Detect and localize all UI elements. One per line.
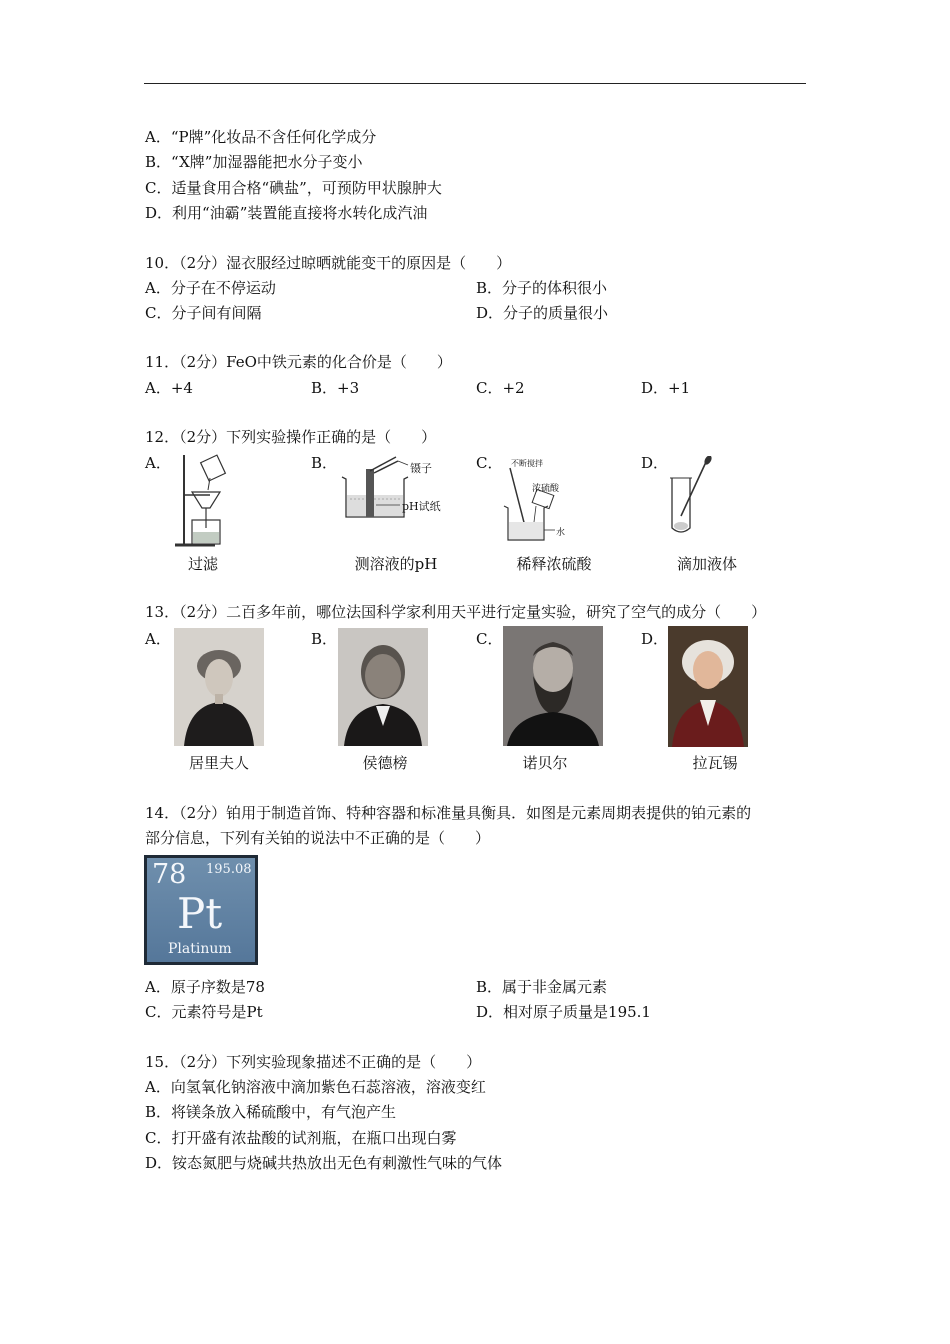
q13-caption-b: 侯德榜 — [362, 754, 408, 772]
q15-option-b[interactable]: B．将镁条放入稀硫酸中，有气泡产生 — [145, 1103, 397, 1121]
q12-caption-c: 稀释浓硫酸 — [516, 555, 592, 573]
q12-option-a[interactable]: A． — [145, 454, 171, 472]
element-atomic-mass: 195.08 — [206, 862, 252, 877]
q15-stem: 15．（2分）下列实验现象描述不正确的是（ ） — [145, 1053, 482, 1071]
header-rule — [144, 83, 806, 84]
hou-debang-portrait — [338, 628, 428, 746]
q12-figc-label-stir: 不断搅拌 — [511, 459, 543, 468]
q12-option-b[interactable]: B． — [311, 454, 338, 472]
q9-option-a[interactable]: A．“P牌”化妆品不含任何化学成分 — [145, 128, 377, 146]
q11-option-b[interactable]: B．+3 — [311, 379, 360, 397]
q15-option-c[interactable]: C．打开盛有浓盐酸的试剂瓶，在瓶口出现白雾 — [145, 1129, 457, 1147]
q12-stem: 12．（2分）下列实验操作正确的是（ ） — [145, 428, 437, 446]
q14-stem-line2: 部分信息，下列有关铂的说法中不正确的是（ ） — [145, 829, 491, 847]
q9-option-d[interactable]: D．利用“油霸”装置能直接将水转化成汽油 — [145, 204, 428, 222]
q13-option-a[interactable]: A． — [145, 630, 171, 648]
q11-option-c[interactable]: C．+2 — [476, 379, 525, 397]
q15-option-a[interactable]: A．向氢氧化钠溶液中滴加紫色石蕊溶液，溶液变红 — [145, 1078, 486, 1096]
curie-portrait — [174, 628, 264, 746]
filtration-figure — [170, 450, 240, 550]
q10-stem: 10．（2分）湿衣服经过晾晒就能变干的原因是（ ） — [145, 254, 512, 272]
q13-option-b[interactable]: B． — [311, 630, 338, 648]
lavoisier-portrait — [668, 626, 748, 747]
element-symbol: Pt — [177, 889, 223, 938]
q12-caption-b: 测溶液的pH — [354, 555, 438, 573]
q12-figc-label-water: 水 — [556, 528, 566, 538]
nobel-portrait — [503, 626, 603, 746]
q13-option-d[interactable]: D． — [641, 630, 669, 648]
q13-option-c[interactable]: C． — [476, 630, 503, 648]
dropper-figure — [664, 456, 724, 536]
q12-figc-label-acid: 浓硫酸 — [532, 484, 560, 494]
q10-option-b[interactable]: B．分子的体积很小 — [476, 279, 608, 297]
q12-caption-d: 滴加液体 — [676, 555, 737, 573]
q11-option-a[interactable]: A．+4 — [145, 379, 193, 397]
q10-option-a[interactable]: A．分子在不停运动 — [145, 279, 276, 297]
q11-stem: 11．（2分）FeO中铁元素的化合价是（ ） — [145, 353, 452, 371]
q13-caption-c: 诺贝尔 — [522, 754, 568, 772]
q10-option-c[interactable]: C．分子间有间隔 — [145, 304, 262, 322]
q13-caption-a: 居里夫人 — [188, 754, 249, 772]
q13-caption-d: 拉瓦锡 — [692, 754, 738, 772]
q9-option-c[interactable]: C．适量食用合格“碘盐”，可预防甲状腺肿大 — [145, 179, 442, 197]
q14-option-a[interactable]: A．原子序数是78 — [145, 978, 265, 996]
q14-option-c[interactable]: C．元素符号是Pt — [145, 1003, 263, 1021]
q12-figb-label-ph-paper: pH试纸 — [402, 500, 441, 513]
q12-option-d[interactable]: D． — [641, 454, 669, 472]
q12-option-c[interactable]: C． — [476, 454, 503, 472]
element-atomic-number: 78 — [152, 859, 187, 890]
q14-stem-line1: 14．（2分）铂用于制造首饰、特种容器和标准量具衡具．如图是元素周期表提供的铂元素的 — [145, 804, 752, 822]
element-name: Platinum — [168, 941, 232, 957]
q9-option-b[interactable]: B．“X牌”加湿器能把水分子变小 — [145, 153, 363, 171]
q12-figb-label-tweezers: 镊子 — [410, 462, 432, 475]
q13-stem: 13．（2分）二百多年前，哪位法国科学家利用天平进行定量实验，研究了空气的成分（ ） — [145, 603, 767, 621]
platinum-element-tile — [144, 855, 258, 965]
q14-option-d[interactable]: D．相对原子质量是195.1 — [476, 1003, 651, 1021]
q14-option-b[interactable]: B．属于非金属元素 — [476, 978, 608, 996]
q10-option-d[interactable]: D．分子的质量很小 — [476, 304, 609, 322]
q15-option-d[interactable]: D．铵态氮肥与烧碱共热放出无色有刺激性气味的气体 — [145, 1154, 503, 1172]
q12-caption-a: 过滤 — [187, 555, 218, 573]
q11-option-d[interactable]: D．+1 — [641, 379, 691, 397]
